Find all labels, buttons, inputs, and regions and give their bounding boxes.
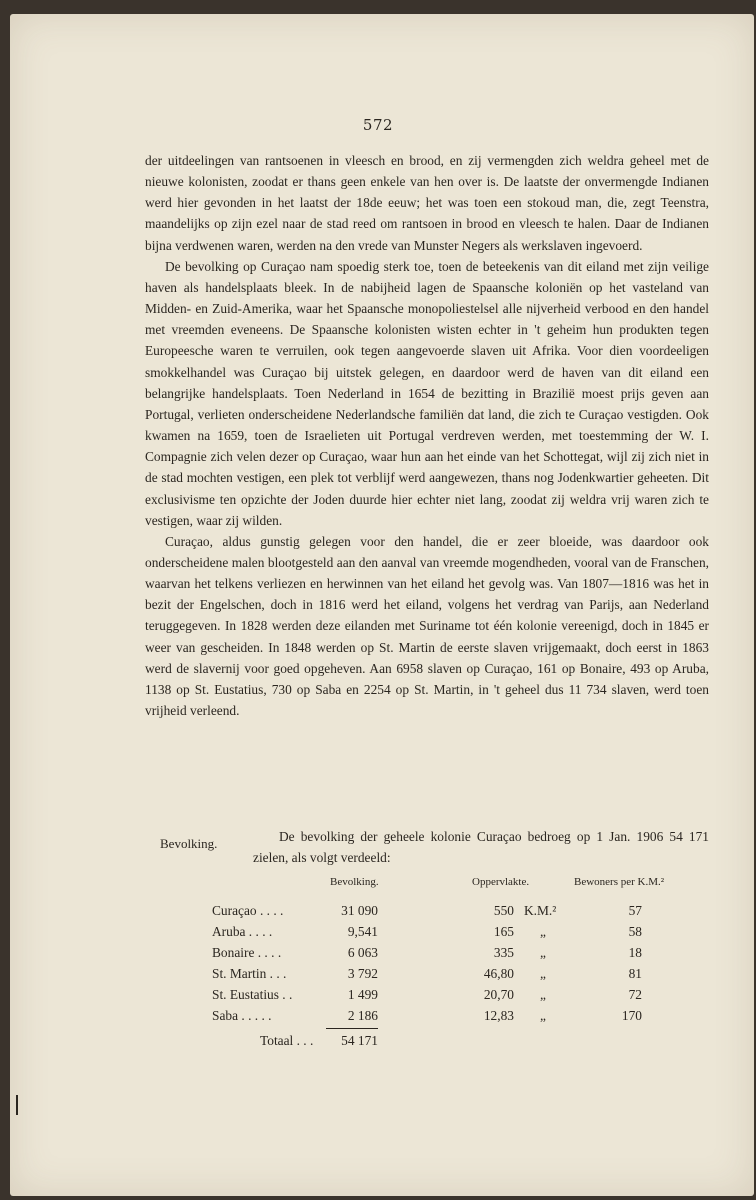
page-number: 572 [362, 116, 394, 134]
row-unit: „ [540, 924, 546, 939]
table-row [212, 1008, 672, 1029]
margin-mark [16, 1095, 18, 1115]
paragraph-3: Curaçao, aldus gunstig gelegen voor den handel, die er zeer bloeide, was daardoor ook onderscheidene malen blootgesteld aan den aanval van vreemde mogendheden, vooral van de Franschen, waarvan het telkens verliezen en herwinnen van het eiland het gevolg was. Van 1807—1816 was het in bezit der Engelschen, doch in 1816 werd het eiland, volgens het verdrag van Parijs, aan Nederland teruggegeven. In 1828 werden deze eilanden met Suriname tot één kolonie vereenigd, doch in 1845 er weer van gescheiden. In 1848 werden op St. Martin de eerste slaven vrijgemaakt, doch eerst in 1863 werd de slavernij voor goed opgeheven. Aan 6958 slaven op Curaçao, 161 op Bonaire, 493 op Aruba, 1138 op St. Eustatius, 730 op Saba en 2254 op St. Martin, in 't geheel dus 11 734 slaven, werd toen vrijheid verleend. [145, 533, 709, 719]
row-density: 58 [628, 924, 642, 939]
paragraph-1: der uitdeelingen van rantsoenen in vleesch en brood, en zij vermengden zich weldra geheel met de nieuwe kolonisten, zoodat er thans geen enkele van hen over is. De laatste der onvermengde Indianen werd hier gevonden in het laatst der 18de eeuw; het was toen een stokoud man, die, zegt Teenstra, maandelijks op zijn ezel naar de stad reed om rantsoen in brood en vleesch te halen. Daar de Indianen bijna verdwenen waren, werden na den vrede van Munster Negers als werkslaven ingevoerd. [145, 153, 709, 253]
row-density: 81 [628, 966, 642, 981]
row-name: Bonaire . . . . [212, 945, 282, 960]
row-area: 165 [493, 924, 514, 939]
total-label: Totaal . . . [260, 1033, 314, 1048]
row-area: 46,80 [483, 966, 514, 981]
row-unit: „ [540, 966, 546, 981]
table-intro-text: De bevolking der geheele kolonie Curaçao bedroeg op 1 Jan. 1906 54 171 zielen, als volgt verdeeld: [253, 829, 709, 865]
row-population: 1 499 [347, 987, 378, 1002]
row-unit: „ [540, 945, 546, 960]
header-population: Bevolking. [330, 876, 379, 888]
row-name: Saba . . . . . [212, 1008, 272, 1023]
total-value: 54 171 [341, 1033, 378, 1048]
row-area: 12,83 [483, 1008, 514, 1023]
row-density: 18 [628, 945, 642, 960]
row-population: 3 792 [347, 966, 378, 981]
side-note: Bevolking. [160, 836, 218, 851]
row-name: St. Martin . . . [212, 966, 287, 981]
row-unit: K.M.² [524, 903, 557, 918]
header-area: Oppervlakte. [472, 876, 530, 888]
row-density: 170 [621, 1008, 642, 1023]
row-density: 72 [628, 987, 642, 1002]
table-row [212, 903, 672, 924]
row-unit: „ [540, 1008, 546, 1023]
row-population: 2 186 [347, 1008, 378, 1023]
table-intro [253, 826, 709, 868]
sum-rule [326, 1028, 378, 1029]
header-density: Bewoners per K.M.² [574, 876, 665, 888]
row-density: 57 [628, 903, 642, 918]
row-name: Curaçao . . . . [212, 903, 284, 918]
body-text [145, 150, 709, 721]
table-row [212, 924, 672, 945]
row-population: 9,541 [347, 924, 378, 939]
row-area: 20,70 [483, 987, 514, 1002]
row-area: 335 [493, 945, 514, 960]
total-row [212, 1033, 672, 1054]
row-population: 31 090 [341, 903, 378, 918]
row-name: Aruba . . . . [212, 924, 273, 939]
table-row [212, 945, 672, 966]
paragraph-2: De bevolking op Curaçao nam spoedig sterk toe, toen de beteekenis van dit eiland met zijn veilige haven als handelsplaats bleek. In de nabijheid lagen de Spaansche koloniën op het vasteland van Midden- en Zuid-Amerika, waar het Spaansche monopoliestelsel alle nijverheid verbood en den handel met vreemden eveneens. De Spaansche kolonisten wisten echter in 't geheim hun produkten tegen Europeesche waren te verruilen, ook tegen aangevoerde slaven uit Afrika. Voor dien voordeeligen smokkelhandel was Curaçao bij uitstek gelegen, en daardoor werd de haven van dit eiland een belangrijke handelsplaats. Toen Nederland in 1654 de bezitting in Brazilië moest prijs geven aan Portugal, verlieten onderscheidene Nederlandsche familiën dat land, die zich te Curaçao vestigden. Ook kwamen na 1659, toen de Israelieten uit Portugal verdreven werden, met toestemming der W. I. Compagnie zich velen dezer op Curaçao, waar hun aan het einde van het Schottegat, wijl zij zich niet in de stad mochten vestigen, een plek tot verblijf werd aangewezen, thans nog Jodenkwartier geheeten. Dit exclusivisme ten opzichte der Joden duurde hier echter niet lang, zoodat zij weldra vrij waren zich te vestigen, waar zij wilden. [145, 258, 709, 528]
row-population: 6 063 [347, 945, 378, 960]
table-row [212, 987, 672, 1008]
row-area: 550 [493, 903, 514, 918]
table-row [212, 966, 672, 987]
row-name: St. Eustatius . . [212, 987, 293, 1002]
row-unit: „ [540, 987, 546, 1002]
